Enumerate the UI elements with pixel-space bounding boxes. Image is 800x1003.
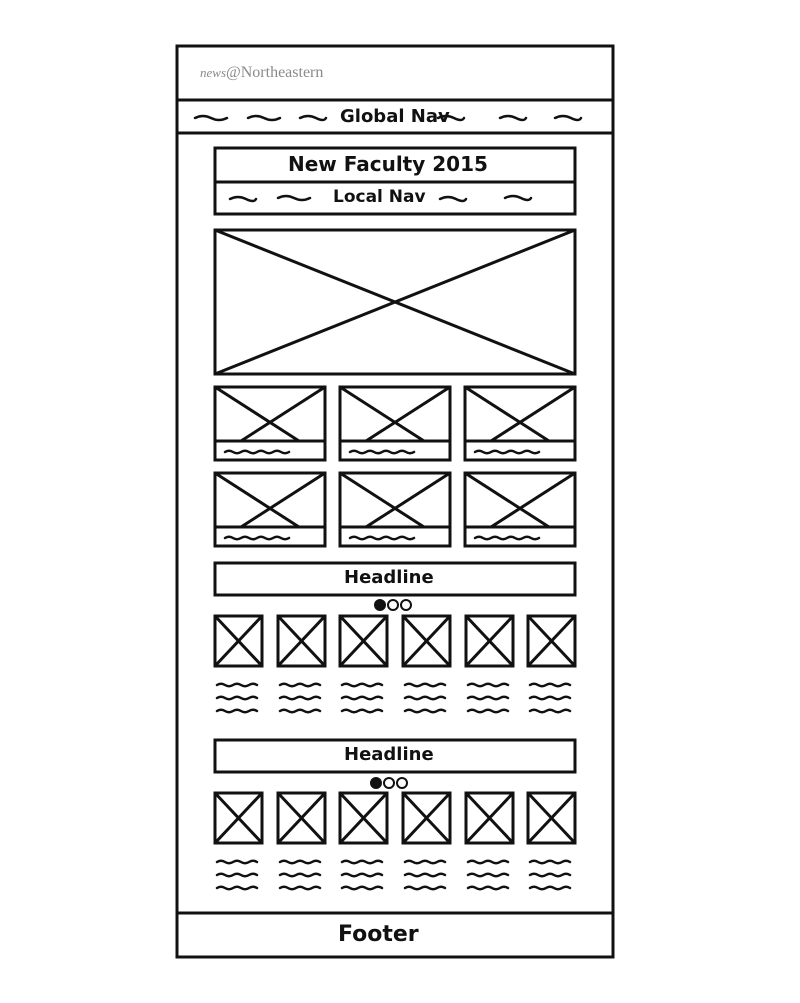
thumbnail-item[interactable] [528, 793, 575, 889]
thumbnail-item[interactable] [340, 616, 387, 712]
hero-image-placeholder [215, 230, 575, 374]
thumbnail-item[interactable] [215, 793, 262, 889]
feature-card[interactable] [465, 387, 575, 460]
thumbnail-item[interactable] [403, 793, 450, 889]
thumbnail-item[interactable] [466, 616, 513, 712]
feature-card[interactable] [215, 473, 325, 546]
logo-at: @ [226, 64, 241, 81]
local-nav-label[interactable]: Local Nav [333, 187, 426, 207]
thumbnail-item[interactable] [278, 793, 325, 889]
section-headline-1: Headline [344, 567, 434, 588]
logo-prefix: news [200, 65, 226, 80]
feature-card[interactable] [340, 387, 450, 460]
thumbnail-item[interactable] [403, 616, 450, 712]
feature-card[interactable] [465, 473, 575, 546]
footer-label: Footer [338, 922, 419, 947]
logo-name: Northeastern [240, 64, 324, 81]
pagination-dots-2 [371, 778, 407, 788]
site-logo[interactable] [200, 64, 323, 82]
local-header-title: New Faculty 2015 [288, 152, 488, 176]
pagination-dots-1 [375, 600, 411, 610]
thumbnail-item[interactable] [528, 616, 575, 712]
feature-card[interactable] [215, 387, 325, 460]
thumbnail-item[interactable] [466, 793, 513, 889]
thumbnail-item[interactable] [340, 793, 387, 889]
section-headline-2: Headline [344, 744, 434, 765]
thumbnail-item[interactable] [215, 616, 262, 712]
global-nav-label[interactable]: Global Nav [340, 106, 450, 127]
feature-card[interactable] [340, 473, 450, 546]
thumbnail-item[interactable] [278, 616, 325, 712]
